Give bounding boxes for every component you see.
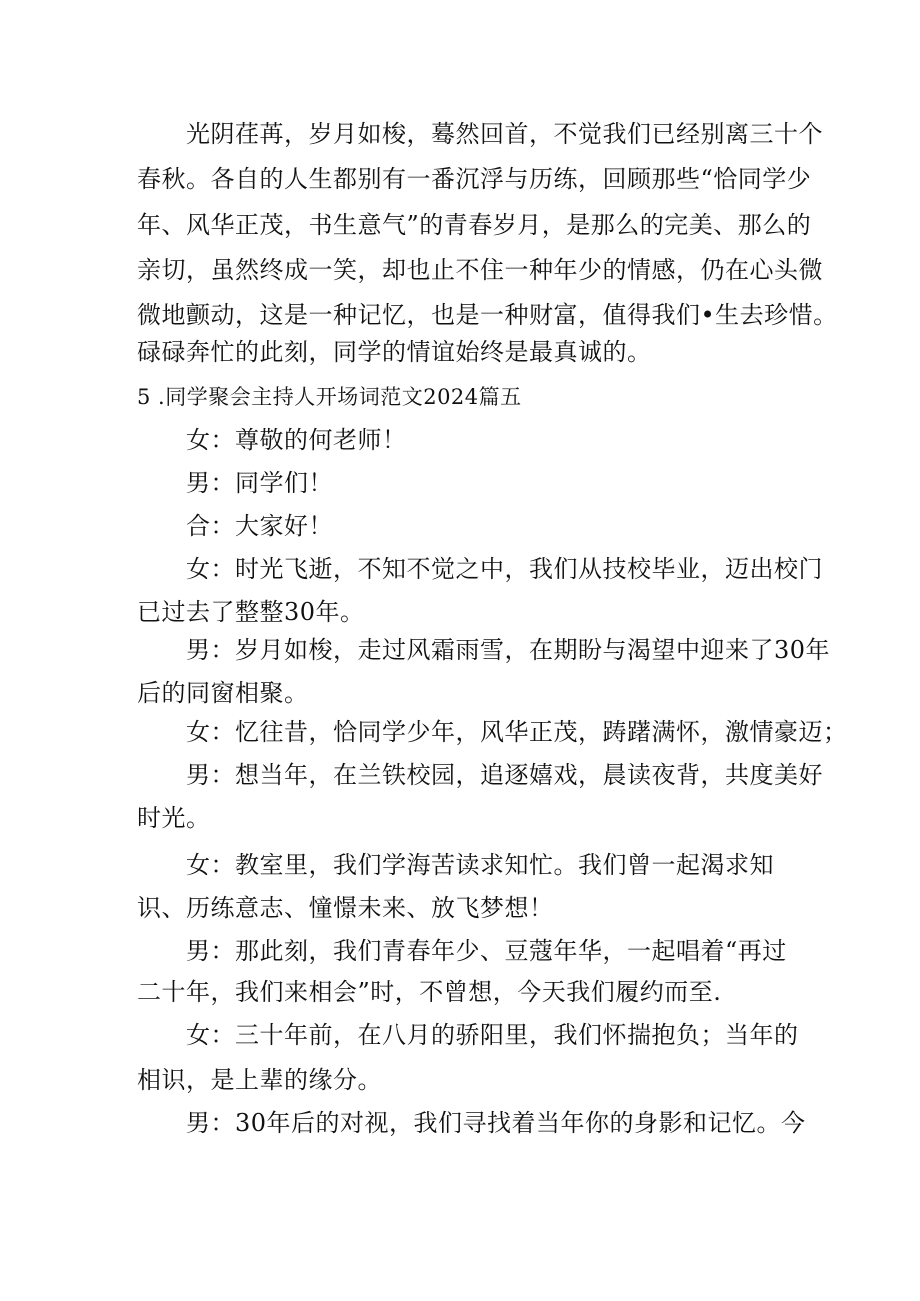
dialogue-line: 女：忆往昔，恰同学少年，风华正茂，踌躇满怀，激情豪迈； — [186, 718, 848, 746]
paragraph-line: 春秋。各自的人生都别有一番沉浮与历练，回顾那些“恰同学少 — [137, 165, 812, 193]
paragraph-line: 亲切，虽然终成一笑，却也止不住一种年少的情感，仍在心头微 — [137, 256, 823, 284]
dialogue-line: 相识，是上辈的缘分。 — [137, 1066, 382, 1094]
paragraph-line: 微地颤动，这是一种记忆，也是一种财富，值得我们•生去珍惜。 — [137, 301, 838, 329]
dialogue-line: 合：大家好！ — [186, 512, 333, 540]
dialogue-line: 男：同学们！ — [186, 469, 333, 497]
dialogue-line: 男：那此刻，我们青春年少、豆蔻年华，一起唱着“再过 — [186, 937, 787, 965]
section-heading: 5 .同学聚会主持人开场词范文2024篇五 — [137, 385, 522, 409]
dialogue-line: 女：三十年前，在八月的骄阳里，我们怀揣抱负；当年的 — [186, 1021, 799, 1049]
dialogue-line: 识、历练意志、憧憬未来、放飞梦想！ — [137, 894, 554, 922]
dialogue-line: 男：想当年，在兰铁校园，追逐嬉戏，晨读夜背，共度美好 — [186, 761, 823, 789]
dialogue-line: 男：30年后的对视，我们寻找着当年你的身影和记忆。今 — [186, 1109, 806, 1137]
paragraph-line: 光阴荏苒，岁月如梭，蓦然回首，不觉我们已经别离三十个 — [186, 120, 823, 148]
dialogue-line: 女：尊敬的何老师！ — [186, 426, 407, 454]
dialogue-line: 时光。 — [137, 804, 211, 832]
paragraph-line: 碌碌奔忙的此刻，同学的情谊始终是最真诚的。 — [137, 338, 652, 366]
dialogue-line: 女：时光飞逝，不知不觉之中，我们从技校毕业，迈出校门 — [186, 555, 823, 583]
dialogue-line: 已过去了整整30年。 — [137, 598, 365, 626]
dialogue-line: 二十年，我们来相会”时，不曾想，今天我们履约而至. — [137, 978, 722, 1006]
dialogue-line: 后的同窗相聚。 — [137, 679, 309, 707]
dialogue-line: 女：教室里，我们学海苦读求知忙。我们曾一起渴求知 — [186, 851, 774, 879]
dialogue-line: 男：岁月如梭，走过风霜雨雪，在期盼与渴望中迎来了30年 — [186, 636, 831, 664]
paragraph-line: 年、风华正茂，书生意气”的青春岁月，是那么的完美、那么的 — [137, 211, 812, 239]
